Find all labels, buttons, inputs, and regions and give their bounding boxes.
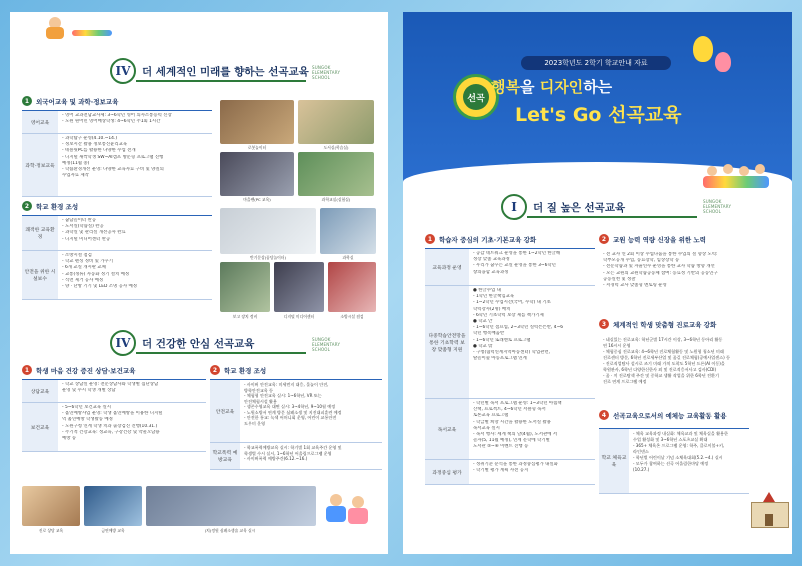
title-part: 을 [519,78,540,96]
list-item: - 저경력 교사 맞춤형 멘토링 운영 [603,283,667,289]
rainbow-trail-decoration [72,30,112,36]
photo-fence [220,262,270,312]
row-item: - 공감 네트워크 운영을 통한 1~2학년 한글해 [473,251,561,256]
subsection-number: 2 [599,234,609,244]
list-item: 진로 연계 프로그램 예정 [603,379,647,384]
right-page [403,12,792,554]
balloon-icon [715,52,731,72]
table-row [425,249,595,286]
row-label: 과정중심 평가 [425,460,469,484]
row-item: - 학교 상담실 운영: 전문상담사와 학생별 집단상담 [62,382,159,387]
row-item: 예방 등 [62,436,77,442]
photo-media-center [274,262,324,312]
row-items [58,134,168,196]
row-item: 놀자(5, 11월 예정), 연계 문학에 학기별 [473,438,550,444]
list-item: - 체험중심 진로교육: 4~6학년 진로체험활동 및 노원형 청소년 미래 [603,349,724,354]
row-item: - 우리가 꿈꾸는 교실 운영을 통한 3~6학년 [473,263,556,269]
photo-caption: (치)정원 심폐소생술 교육 실시 [204,528,256,533]
kids-group-illustration-icon [703,162,773,192]
list-item: 진로센터 방문, 6학년 진로세부산업 및 꿈길 진로체험(공예사업센스) 등 [603,355,730,360]
subsection-number: 1 [22,365,32,375]
photo-caption: 과학교실(실험실) [321,197,351,202]
school-building-illustration-icon [751,492,787,528]
row-item: 수업 활성화 및 3~6학년 스포츠교실 확대 [633,437,708,442]
photo-cpr [146,486,316,526]
row-item: ● 학교 안 [473,319,493,325]
foreign-science-table [22,110,212,197]
row-item: 예정(11월 중) [62,160,90,166]
row-items [58,216,130,250]
subsection-title: 학습자 중심의 기초·기본교육 강화 [439,235,537,244]
row-items [469,286,567,398]
row-item: - 꿈담놀이터 완공 [62,218,97,223]
row-item: - 학교폭력예방교육 실시: 학기별 1회 교육주간 운영 및 [244,445,342,450]
row-item: - 주기적 건강교육: 성교육, 구강건강 및 약물오남용 [62,429,160,435]
photo-library [298,100,374,144]
title-part: 행복 [491,78,520,96]
subsection-number: 1 [22,96,32,106]
photo-caption: 소방시설 점검 [340,314,364,319]
subsection-school-environment [22,201,78,211]
row-label: 다중학습안전망을 통한 기초학력 보장 맞춤형 지원 [425,286,469,398]
row-label: 안전교육 [210,380,240,442]
row-item: - 생존수영교육 대면 실시: 3~4학년, 9~10월 예정 [244,404,336,409]
row-label: 쾌적한 교육환경 [22,216,58,250]
row-items [240,443,346,469]
subsection-basic-education [425,234,536,244]
photo-playground [220,208,316,254]
row-item: - 노원 원어민 영어배상학생: 4~6학년 주1회 1시간 [62,119,161,125]
row-item: - 소방시설 점검 [62,253,92,258]
row-item: - 정보시간 활용 정보통신윤리교육 [62,142,128,148]
teacher-capacity-list [599,250,789,291]
subsection-title: 외국어교육 및 과학·정보교육 [36,97,119,106]
table-row [210,443,382,470]
table-row [425,460,595,485]
list-item: - 진로직업탐사 설시로 즈기 미래 가치 도착도 5학년 드론(AI 이동)을 [603,361,725,366]
row-item: 운영 및 수시 학생 개별 상담 [62,388,116,394]
row-item: - 1~6학년 점프업, 2~3학년 실력튼튼반, 4~6 [473,325,564,331]
photo-antismoking [84,486,142,526]
row-items [58,380,162,402]
list-item: - 모든 교원의 교원학습공동체 참여: 동료성 기반의 공동연구 [603,270,718,276]
row-item: 탈놀이숲 아동프로그램 연계 [473,356,527,362]
row-item: - 1~6학년 또래멘토 프로그램 [473,337,531,343]
row-item: - 학년별 어린이날 기념 소체육대회(5.2.~4.) 실시 [633,455,723,460]
photo-caption: 보고 장치 정비 [232,314,258,319]
row-item: - 6개 교실 개시판 교체 [62,265,106,271]
subsection-title: 학교 환경 조성 [224,366,267,375]
photo-science-room [320,208,376,254]
subsection-career-education [599,319,716,329]
subsection-foreign-science [22,96,118,106]
counseling-health-table [22,379,206,452]
row-items [58,251,141,299]
row-item: - 테블릿PC를 활용한 다양한 수업 전개 [62,148,136,154]
title-part: 하는 [583,78,613,96]
row-item: - 노원소방서 연계 방문 심폐소생 및 지진대피훈련 예정 [244,409,342,415]
row-item: - 디지털 새싹학생 SW~AI캠프 방문형 프로그램 진행 [62,154,164,160]
row-items [469,460,562,484]
photo-caption: 진로 상담 교육 [38,528,64,533]
section-underline [527,216,697,218]
subsection-title: 학생 마음 건강 증진 상담·보건교육 [36,366,136,375]
row-item: 독서교육 실시 [473,425,500,431]
row-item: - 사이버 안전교육: 미세먼지 대응, 물놀이 안전, [244,382,329,387]
row-item: - 교통(정류) 자동화 정기 설치 예정 [62,271,130,277]
row-item: - 6학년 기초학력 보장 제를 책가기제 [473,312,544,318]
school-tag: SUNGOK ELEMENTARY SCHOOL [312,65,341,80]
row-item: - 5~6학년 보건교육 실시 [62,405,111,410]
list-item: 연 16시시 운영 [603,343,631,348]
section-underline [136,352,306,354]
row-label: 과학·정보교육 [22,134,58,196]
subsection-number: 2 [22,201,32,211]
row-label: 영어교육 [22,111,58,133]
row-label: 교육과정 운영 [425,249,469,285]
photo-caption: 도서실(학습실) [323,145,349,150]
table-row [22,403,206,452]
photo-fire-facility [328,262,376,312]
table-row [210,380,382,443]
row-item: 역 흡연예방 학생활동 예정 [62,417,113,423]
row-item: - 디지털 미디어센터 완공 [62,236,111,242]
section-title: 더 건강한 안심 선곡교육 [142,337,255,350]
photo-pc-class [220,152,294,196]
row-item: - 학교 펜싱 정비 및 가꾸기 [62,259,113,265]
list-item: - 전 교사 연 2회 이상 수업나눔을 통한 수업의 질 향상 노력: [603,252,718,257]
row-item: - 학급별 희망 시간을 활용한 도서실 활용 [473,419,551,425]
subsection-teacher-capacity [599,234,706,244]
row-item: - 학년별 독서 프로그램 운영: 1~3학년 아침책 [473,401,562,406]
row-item: 성장 맞춤 교육과정 [473,257,510,263]
table-row [22,111,212,134]
row-item: 산책, 프로젝트, 4~6학년 서클형 독서 [473,407,546,413]
row-label: 안전을 위한 시설보수 [22,251,58,299]
photo-caption: 디지털 미디어센터 [283,314,315,319]
balloon-icon [693,36,713,62]
row-item: 도우미 운영 [244,420,266,426]
row-item: 방학안전교육 등 [244,387,273,393]
row-items [629,429,732,493]
section-underline [136,80,306,82]
girl-illustration-icon [40,17,70,43]
row-items [469,399,566,459]
photo-caption: 마을펜(PC 교육) [243,197,271,202]
row-item: 창의융합 교육과정 [473,269,509,275]
photo-caption: 로봇놀이터 [247,145,267,150]
row-label: 보건교육 [22,403,58,451]
row-items [58,403,167,451]
roman-numeral-badge: I [501,194,527,220]
row-items [469,249,564,285]
row-item: ● 한글수업 내 [473,288,501,293]
row-item: - 도서실(학습실) 완공 [62,224,104,230]
table-row [22,216,212,251]
row-item: - 석면 제거 공사 예정 [62,277,104,283]
row-item: - 성취기준 분석을 통한 과정중심평가 내실화 [473,462,558,467]
row-item: 안전체험시설 활용 [244,398,277,404]
subsection-number: 4 [599,410,609,420]
school-environment-table [22,215,212,300]
photo-robot-playground [220,100,294,144]
arts-sports-table [599,428,749,494]
row-item: - 흡연예방사업 운영: 학생 흡연예방을 이용한 디지털 [62,411,163,417]
row-item: - 1학년 한글책임교육 [473,294,515,300]
list-item: - 네실있는 진로교육: 학년군별 17시간 이상, 3~6학년 동아리 활동 [603,337,723,342]
logo-text: 선곡 [463,84,489,110]
subsection-title: 선곡교육으로서의 예체능 교육활동 활용 [613,411,727,420]
row-item: - 모두가 참여하는 선곡 어울림한마당 예정 [633,461,709,466]
row-item: 학년 행복배움반 [473,331,505,337]
row-item: - 학기별 평가 계획 사전 공지 [473,468,529,474]
row-label: 학교 체육교육 [599,429,629,493]
row-item: 라인댄스 [633,449,649,454]
school-tag: SUNGOK ELEMENTARY SCHOOL [312,337,341,352]
photo-science-lab [298,152,374,196]
row-item: - 사이버폭력 예방주간(6.12.~16.) [244,456,308,461]
row-item: 토론교육 프로그램 [473,413,509,419]
row-item: 도서관 ⑤~⑥ 이벤트 진행 등 [473,444,529,450]
section-title: 더 세계적인 미래를 향하는 선곡교육 [142,65,309,78]
left-page [10,12,388,554]
row-item: 학생별 수시 실시, 1~6학년 어울림프로그램 운영 [244,450,332,456]
roman-numeral-badge: IV [110,330,136,356]
row-item: - 양 · 난방 기기 및 LED 조명 공사 예정 [62,284,138,290]
subsection-number: 3 [599,319,609,329]
subsection-title: 교원 능력 역량 신장을 위한 노력 [613,235,706,244]
table-row [22,134,212,197]
subsection-title: 체계적인 학생 맞춤형 진로교육 강화 [613,320,717,329]
table-row [599,429,749,494]
subsection-number: 1 [425,234,435,244]
row-item: - 365+ 체육온 프로그램 운영: 학주, 클로이볼+키, [633,443,725,448]
row-item: - 안전한 통교: 녹색 어머니회 운영, 어린이 교통안전 [244,415,337,420]
row-label: 학교폭력 예방교육 [210,443,240,469]
section-title: 더 질 높은 선곡교육 [533,201,626,214]
safety-table [210,379,382,470]
table-row [22,380,206,403]
cover-title-line1 [491,76,612,97]
row-item: - 영어 교과전담교사제: 3~6학년 영어 의사소통능력 신장 [62,113,172,118]
list-item: - 꿈 · 끼 진로탐색 주간 및 중학교 생활 작업을 위한 6학년 전환기 [603,373,719,378]
basic-education-table [425,248,595,485]
list-item: - 전문학습과 및 자율연수 운영을 통한 교사 학습 방향 개선 [603,264,715,270]
row-label: 상담교육 [22,380,58,402]
list-item: 학원관사, 6학년 다양한신한사 외 및 진로적응서사고 검사(CDI) [603,367,717,372]
row-item: ● 학교 밖 [473,343,493,349]
list-item: 공동실천 및 성찰 [603,276,636,282]
row-item: - 구청(협력연계지역아동센터) 학업관련, [473,350,551,356]
subsection-arts-sports [599,410,727,420]
cover-title-line2: Let's Go 선곡교육 [515,104,682,126]
row-item: - 독서 행사: 세계 책의 날(4월), 도서관에 서 [473,432,558,438]
row-item: - 학습환경개선 운영: 다양한 교육자료 구비 및 양질의 [62,167,164,173]
subsection-title: 학교 환경 조성 [36,202,79,211]
row-item: - 1~2학년 수업시간(국어, 수학) 내 기초 [473,300,551,306]
subsection-counseling-health [22,365,135,375]
row-item: 학력강사(2명) 배치 [473,306,511,312]
row-item: - 체험형 안전교육 실시: 1~6학년, VR 또는 [244,393,322,398]
row-item: - 과학실 및 관리실 개선공사 완료 [62,230,126,236]
row-item: (10.27.) [633,467,650,472]
subsection-number: 2 [210,365,220,375]
photo-caption: 과학실 [342,255,354,260]
row-label: 독서교육 [425,399,469,459]
row-item: 수업자료 제작 [62,173,89,179]
career-education-list [599,335,789,387]
table-row [425,286,595,399]
row-item: - 체육 교육과정 내실화: 체육교과 및 체육실을 활용한 [633,431,729,436]
row-item: - 과학탐구 운영(4.10.~14.) [62,136,118,141]
row-items [58,111,176,133]
roman-numeral-badge: IV [110,58,136,84]
kids-illustration-icon [324,492,374,530]
subsection-safety-environment [210,365,266,375]
table-row [22,251,212,300]
list-item: 학부모공개 수업, 동료장학, 임상장학 등 [603,258,680,264]
photo-caption: 금연예방 교육 [101,528,125,533]
row-items [240,380,346,442]
title-part: 디자인 [539,78,584,96]
school-tag: SUNGOK ELEMENTARY SCHOOL [703,199,732,214]
semester-banner: 2023학년도 2학기 학교안내 자료 [521,56,671,70]
row-item: - 노원구청 연계 학생 치과 출장검진 진행(10.31.) [62,423,158,429]
photo-caption: 반기문상(꿈담놀이터) [250,255,286,260]
table-row [425,399,595,460]
photo-counseling [22,486,80,526]
